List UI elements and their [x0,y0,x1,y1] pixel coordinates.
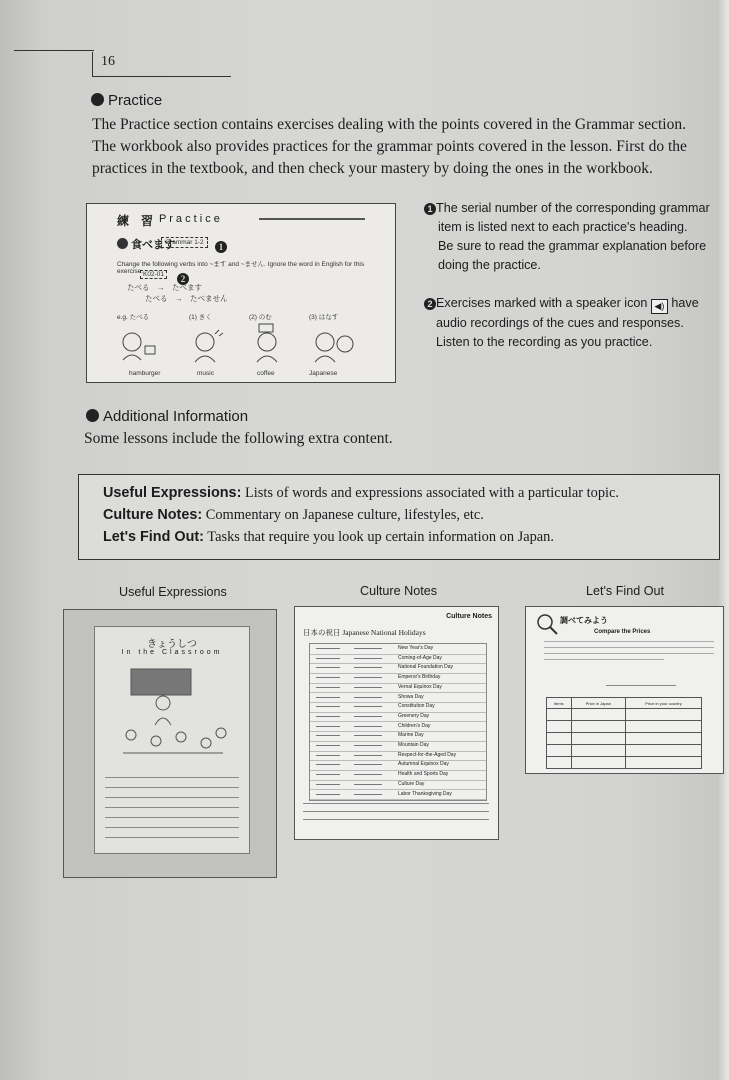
additional-text: Some lessons include the following extra content. [84,430,393,447]
rule [544,653,714,654]
box-term-culture: Culture Notes: [103,507,203,523]
extra-content-box [78,474,720,560]
note-1 [424,199,724,275]
box-term-useful: Useful Expressions: [103,485,242,501]
box-desc-findout: Tasks that require you look up certain information on Japan. [207,529,554,545]
holiday-date-mark [316,755,340,756]
holiday-name: Coming-of-Age Day [398,654,442,661]
holiday-jp-mark [354,745,382,746]
holiday-name: Marine Day [398,732,424,739]
note-1-line1: The serial number of the corresponding grammar [436,201,710,215]
holiday-date-mark [316,784,340,785]
caption-useful-expressions: Useful Expressions [119,585,227,599]
sample-item-3: (3) はなす [309,314,339,321]
holiday-jp-mark [354,697,382,698]
note-2 [424,294,724,352]
holiday-date-mark [316,658,340,659]
note-1-line4: doing the practice. [438,258,541,272]
box-line-culture [103,507,484,524]
holiday-date-mark [316,764,340,765]
note-2-number-icon: 2 [424,298,436,310]
page-number: 16 [101,54,115,69]
note-2-line1: Exercises marked with a speaker icon [436,296,648,310]
holiday-jp-mark [354,677,382,678]
caption-music: music [197,370,214,377]
holiday-name: Mountain Day [398,742,429,748]
holiday-name: Vernal Equinox Day [398,683,442,690]
holiday-jp-mark [354,658,382,659]
sample-number-icon [117,238,128,249]
lets-find-out-figure [525,606,724,774]
sample-exercise-title: 食べます [131,239,175,251]
holiday-date-mark [316,716,340,717]
note-1-line3: Be sure to read the grammar explanation before [438,239,707,253]
holiday-jp-mark [354,784,382,785]
practice-heading-text: Practice [108,92,163,109]
holiday-date-mark [316,706,340,707]
col-country: Price in your country [626,698,702,709]
holiday-name: Emperor's Birthday [398,674,441,681]
holiday-date-mark [316,667,340,668]
rule [303,819,489,820]
callout-1-icon: 1 [215,237,227,255]
rule [105,817,239,818]
additional-heading-text: Additional Information [103,408,249,425]
practice-text-line2: The workbook also provides practices for the grammar points covered in the lesson. First do the [92,138,687,155]
bullet-icon [91,93,104,106]
holiday-jp-mark [354,716,382,717]
bullet-icon [86,409,99,422]
holiday-jp-mark [354,726,382,727]
holiday-name: Children's Day [398,722,431,729]
rule [303,803,489,804]
sample-illustrations [87,322,395,370]
col-items: Items [547,698,572,709]
note-1-line2: item is listed next to each practice's heading. [438,220,688,234]
holiday-name: Culture Day [398,780,425,787]
holiday-date-mark [316,745,340,746]
table-row [547,733,702,745]
sample-grammar-ref: Grammar 1-2 [161,237,208,248]
practice-heading [91,92,162,109]
caption-lets-find-out: Let's Find Out [586,584,665,598]
holiday-jp-mark [354,648,382,649]
holiday-date-mark [316,735,340,736]
holiday-jp-mark [354,794,382,795]
sample-example-2: たべる → たべません [145,294,228,303]
rule [544,647,714,648]
culture-notes-figure [294,606,499,840]
additional-heading [86,408,248,425]
box-line-findout [103,529,554,546]
sample-audio-ref: K02-01 [140,270,167,279]
sample-instructions: Change the following verbs into ~ます and ~ません. Ignore the word in English for this exercise. [117,261,365,275]
caption-coffee: coffee [257,370,275,377]
caption-japanese: Japanese [309,370,338,377]
table-row [547,757,702,769]
box-line-useful [103,485,619,502]
table-row [547,745,702,757]
rule [105,777,239,778]
holiday-jp-mark [354,755,382,756]
caption-hamburger: hamburger [129,370,161,377]
holiday-date-mark [316,687,340,688]
holiday-name: Showa Day [398,693,424,700]
note-2-line2: audio recordings of the cues and responses. [436,316,684,330]
rule [105,827,239,828]
holiday-date-mark [316,697,340,698]
holiday-jp-mark [354,774,382,775]
holiday-name: Respect-for-the-Aged Day [398,751,457,758]
rule [544,641,714,642]
holiday-name: Greenery Day [398,712,430,719]
holiday-name: New Year's Day [398,645,434,651]
holiday-jp-mark [354,764,382,765]
holiday-table [309,643,487,801]
holiday-date-mark [316,677,340,678]
rule [544,659,664,660]
holiday-jp-mark [354,706,382,707]
holiday-date-mark [316,794,340,795]
note-2-line3: Listen to the recording as you practice. [436,335,653,349]
magnifier-icon [534,611,560,637]
sample-item-eg: e.g. たべる [117,314,150,321]
rule [303,811,489,812]
header-rule [14,50,94,51]
callout-2-icon: 2 [177,269,189,287]
holiday-row [310,790,486,801]
useful-title-en: In the Classroom [121,649,223,656]
sample-item-2: (2) のむ [249,314,272,321]
practice-text-line3: practices in the textbook, and then check your mastery by doing the ones in the workbook. [92,160,653,177]
rule [105,787,239,788]
sample-title-en: P r a c t i c e [159,213,220,225]
holiday-date-mark [316,648,340,649]
holiday-date-mark [316,726,340,727]
box-desc-useful: Lists of words and expressions associated with a particular topic. [244,485,620,501]
holiday-name: Constitution Day [398,703,435,710]
holiday-jp-mark [354,735,382,736]
note-2-line1-end: have [671,296,699,310]
findout-title-jp: 調べてみよう [560,616,608,625]
col-japan: Price in Japan [571,698,626,709]
classroom-illustration [101,663,243,763]
practice-sample-figure [86,203,396,383]
note-1-number-icon: 1 [424,203,436,215]
rule [606,685,676,686]
sample-title-rule [259,218,365,220]
holiday-name: Autumnal Equinox Day [398,761,449,768]
price-table [546,697,702,769]
box-term-findout: Let's Find Out: [103,529,204,545]
useful-inner-page [94,626,250,854]
holiday-date-mark [316,774,340,775]
culture-notes-tag: Culture Notes [446,613,492,620]
table-row [547,721,702,733]
sample-example-1: たべる → たべます [127,283,202,292]
culture-notes-title: 日本の祝日 Japanese National Holidays [303,628,426,637]
rule [105,837,239,838]
useful-title-jp: きょうしつ [147,639,197,650]
sample-title-jp: 練 習 [117,214,154,228]
findout-subtitle: Compare the Prices [594,629,651,635]
practice-text-line1: The Practice section contains exercises dealing with the points covered in the Grammar section. [92,116,686,133]
caption-culture-notes: Culture Notes [360,584,437,598]
rule [105,797,239,798]
holiday-name: Health and Sports Day [398,771,449,778]
box-desc-culture: Commentary on Japanese culture, lifestyles, etc. [205,507,484,523]
holiday-name: Labor Thanksgiving Day [398,790,452,797]
table-row [547,709,702,721]
rule [105,807,239,808]
useful-expressions-figure [63,609,277,878]
holiday-jp-mark [354,667,382,668]
speaker-icon: ◀) [651,299,668,314]
sample-item-1: (1) きく [189,314,212,321]
holiday-jp-mark [354,687,382,688]
holiday-name: National Foundation Day [398,664,454,671]
